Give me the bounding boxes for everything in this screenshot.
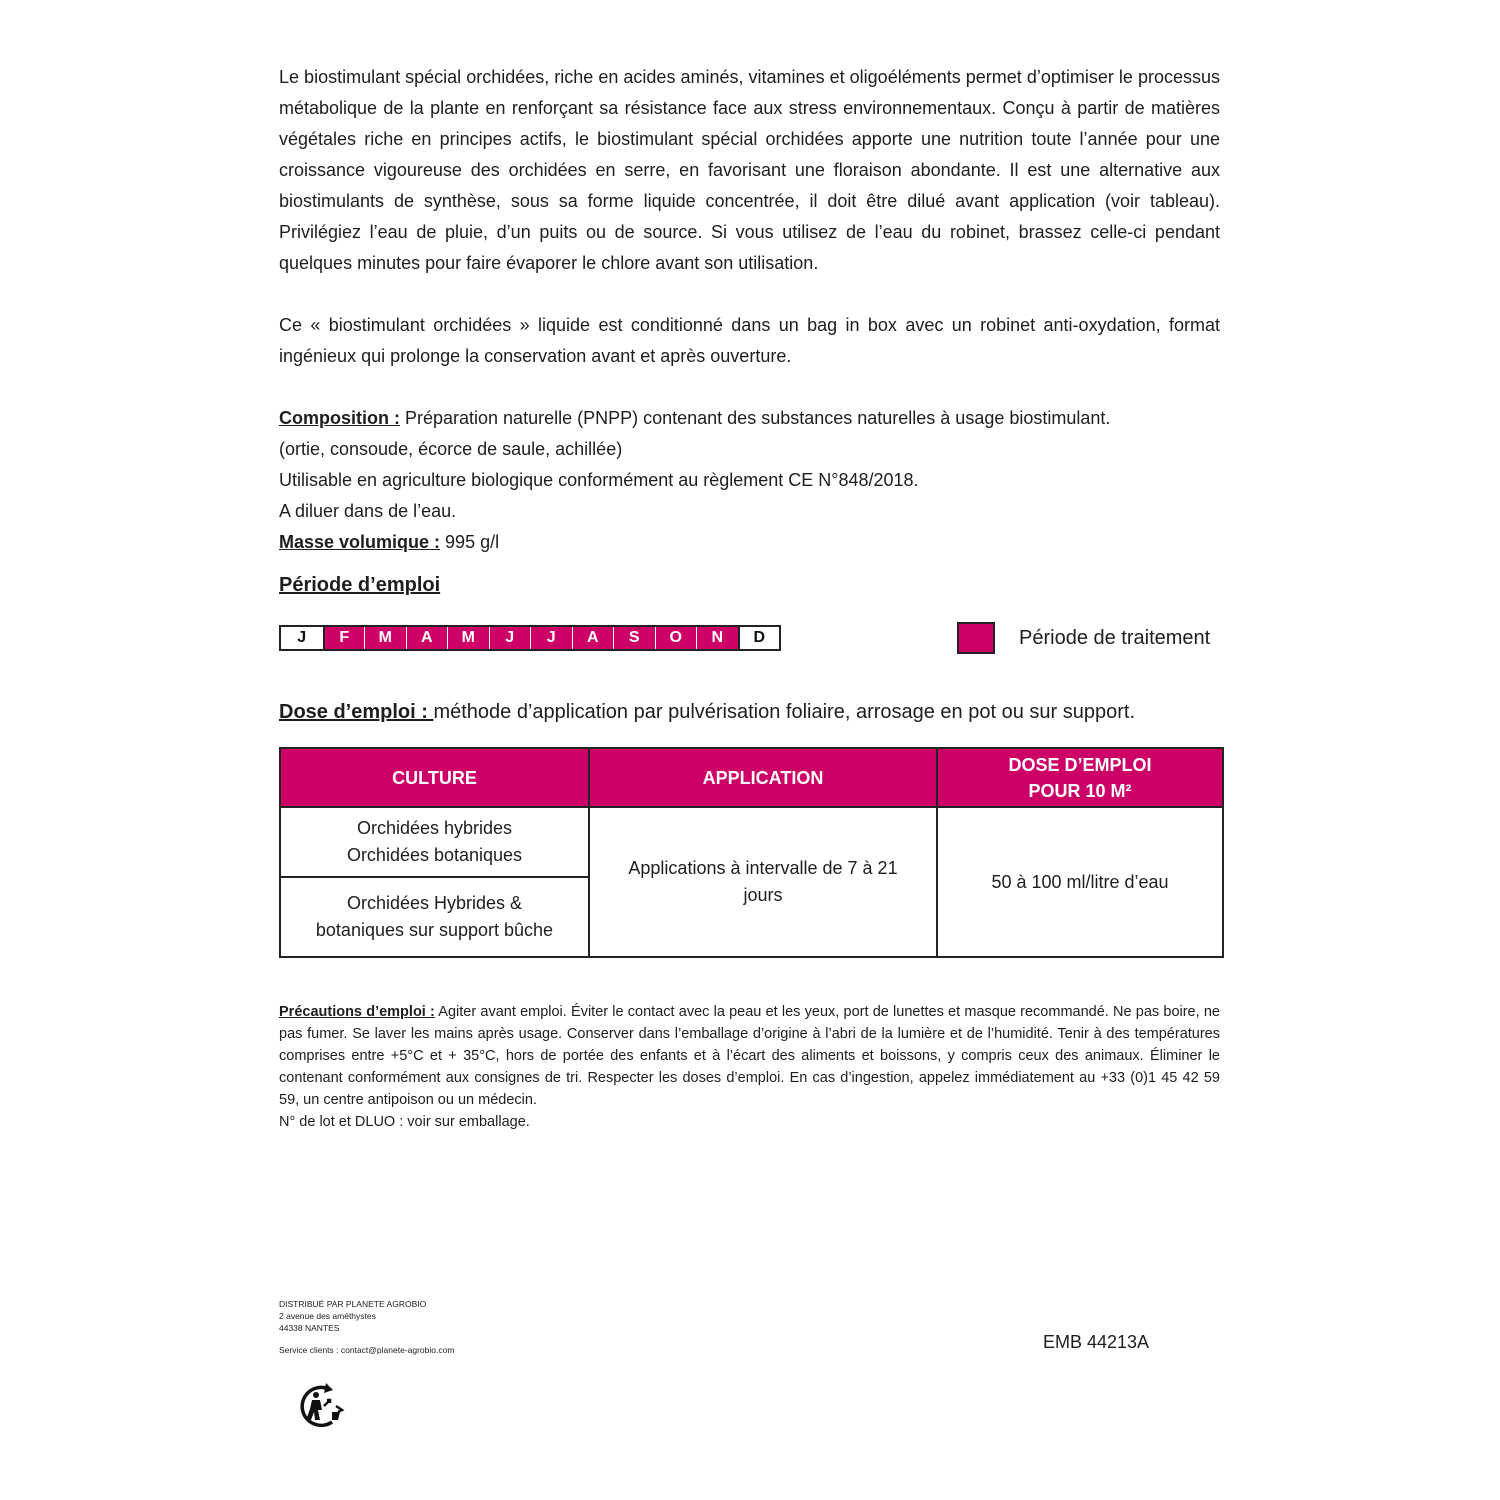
- month-cell: O: [655, 627, 697, 649]
- dose-text: méthode d’application par pulvérisation foliaire, arrosage en pot ou sur support.: [433, 701, 1136, 723]
- precautions-text: Agiter avant emploi. Éviter le contact avec la peau et les yeux, port de lunettes et masque recommandé. Ne pas boire, ne pas fumer. Se laver les mains après usage. Conserver dans l’emballage d’origine à l’abri de la lumière et de l’humidité. Tenir à des températures comprises entre +5°C et + 35°C, hors de portée des enfants et à l’écart des aliments et boissons, y compris ceux des animaux. Éliminer le contenant conformément aux consignes de tri. Respecter les doses d’emploi. En cas d’ingestion, appelez immédiatement au +33 (0)1 45 42 59 59, un centre antipoison ou un médecin.: [279, 1004, 1220, 1108]
- month-cell: J: [530, 627, 572, 649]
- month-cell: A: [572, 627, 614, 649]
- application-line2: jours: [743, 885, 783, 905]
- composition-block: [279, 403, 1220, 558]
- distributor-street: 2 avenue des améthystes: [279, 1311, 376, 1321]
- month-cell: N: [696, 627, 738, 649]
- month-cell: S: [613, 627, 655, 649]
- month-calendar: [279, 625, 781, 651]
- legend-swatch: [957, 622, 995, 654]
- row2-culture-line2: botaniques sur support bûche: [315, 920, 554, 940]
- composition-dilute: A diluer dans de l’eau.: [279, 501, 457, 521]
- header-culture: CULTURE: [280, 748, 589, 807]
- emb-code: EMB 44213A: [1043, 1332, 1150, 1352]
- composition-organic: Utilisable en agriculture biologique conformément au règlement CE N°848/2018.: [279, 470, 919, 490]
- distributor-name: DISTRIBUÉ PAR PLANETE AGROBIO: [279, 1299, 427, 1309]
- dose-label: Dose d’emploi :: [279, 701, 434, 723]
- table-header-row: [280, 748, 1223, 807]
- masse-value: 995 g/l: [440, 532, 500, 552]
- month-cell: J: [489, 627, 531, 649]
- precautions-block: [279, 1001, 1220, 1133]
- application-cell: [589, 807, 937, 957]
- distributor-block: [279, 1298, 454, 1356]
- dosage-table: [279, 747, 1224, 958]
- dose-line: [279, 701, 1135, 724]
- composition-text: Préparation naturelle (PNPP) contenant des substances naturelles à usage biostimulant.: [399, 408, 1111, 428]
- distributor-city: 44338 NANTES: [279, 1323, 340, 1333]
- customer-service: Service clients : contact@planete-agrobio.com: [279, 1345, 455, 1355]
- periode-title: Période d’emploi: [279, 574, 441, 596]
- composition-line: [279, 403, 1220, 434]
- row1-culture-line1: Orchidées hybrides: [356, 818, 513, 838]
- month-cell: D: [738, 627, 780, 649]
- header-dose: [937, 748, 1223, 807]
- composition-label: Composition :: [279, 408, 400, 428]
- month-cell: J: [281, 627, 323, 649]
- row2-culture: [280, 877, 589, 957]
- month-cell: M: [364, 627, 406, 649]
- month-cell: F: [323, 627, 365, 649]
- month-cell: A: [406, 627, 448, 649]
- lot-info: N° de lot et DLUO : voir sur emballage.: [279, 1114, 530, 1130]
- triman-recycling-icon: [296, 1382, 346, 1428]
- month-cell: M: [447, 627, 489, 649]
- header-application: APPLICATION: [589, 748, 937, 807]
- row1-culture-line2: Orchidées botaniques: [346, 845, 523, 865]
- application-line1: Applications à intervalle de 7 à 21: [628, 858, 898, 878]
- header-dose-line1: DOSE D’EMPLOI: [1008, 754, 1152, 775]
- row2-culture-line1: Orchidées Hybrides &: [346, 893, 523, 913]
- legend-label: Période de traitement: [1019, 627, 1211, 649]
- header-dose-line2: POUR 10 M²: [1028, 780, 1132, 801]
- row1-culture: [280, 807, 589, 877]
- composition-ingredients: (ortie, consoude, écorce de saule, achillée): [279, 439, 623, 459]
- intro-paragraph: Le biostimulant spécial orchidées, riche en acides aminés, vitamines et oligoéléments permet d’optimiser le processus métabolique de la plante en renforçant sa résistance face aux stress environnementaux. Conçu à partir de matières végétales riche en principes actifs, le biostimulant spécial orchidées apporte une nutrition toute l’année pour une croissance vigoureuse des orchidées en serre, en favorisant une floraison abondante. Il est une alternative aux biostimulants de synthèse, sous sa forme liquide concentrée, il doit être dilué avant application (voir tableau). Privilégiez l’eau de pluie, d’un puits ou de source. Si vous utilisez de l’eau du robinet, brassez celle-ci pendant quelques minutes pour faire évaporer le chlore avant son utilisation.: [279, 67, 1220, 273]
- table-row: [280, 807, 1223, 877]
- precautions-label: Précautions d’emploi :: [279, 1004, 435, 1020]
- masse-label: Masse volumique :: [279, 532, 441, 552]
- dose-cell: 50 à 100 ml/litre d’eau: [937, 807, 1223, 957]
- masse-line: [279, 527, 1220, 558]
- packaging-paragraph: Ce « biostimulant orchidées » liquide est conditionné dans un bag in box avec un robinet anti-oxydation, format ingénieux qui prolonge la conservation avant et après ouverture.: [279, 315, 1220, 366]
